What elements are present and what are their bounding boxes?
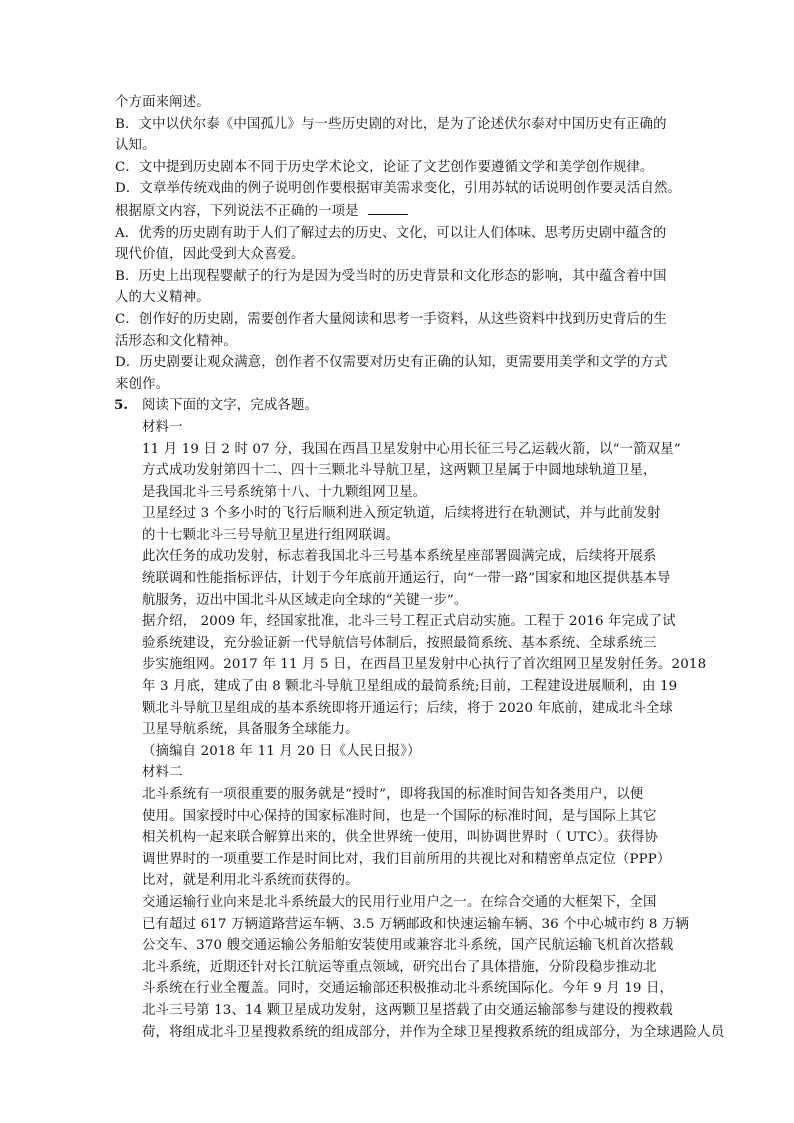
passage-line: 调世界时的一项重要工作是时间比对，我们目前所用的共视比对和精密单点定位（PPP） [142,851,671,867]
text-line: 人的大义精神。 [115,290,210,306]
passage-line: 颗北斗导航卫星组成的基本系统即将开通运行；后续，将于 2020 年底前，建成北斗全球 [142,700,673,716]
passage-line: 11 月 19 日 2 时 07 分，我国在西昌卫星发射中心用长征三号乙运载火箭，以“一箭双星” [142,441,681,457]
passage-line: 材料一 [142,419,183,435]
passage-line: 荷，将组成北斗卫星搜救系统的组成部分，并作为全球卫星搜救系统的组成部分，为全球遇险人员 [142,1024,725,1040]
question-number: 5. [114,397,128,414]
question-5-body [115,395,725,1043]
question-4-options [114,92,725,1043]
text-line: 来创作。 [115,376,170,392]
passage-line: 北斗三号第 13、14 颗卫星成功发射，这两颗卫星搭载了由交通运输部参与建设的搜救载 [142,1002,673,1018]
answer-blank [368,200,408,215]
passage-line: 比对，就是利用北斗系统而获得的。 [142,873,359,889]
passage-line: 年 3 月底，建成了由 8 颗北斗导航卫星组成的最简系统;目前，工程建设进展顺利，由 19 [142,679,678,695]
passage-line: 航服务，迈出中国北斗从区域走向全球的“关键一步”。 [142,592,468,608]
passage-line: 卫星导航系统，具备服务全球能力。 [142,722,359,738]
question-stem [115,200,685,223]
passage-line: 方式成功发射第四十二、四十三颗北斗导航卫星，这两颗卫星属于中圆地球轨道卫星， [142,463,657,479]
text-line: 个方面来阐述。 [115,95,210,110]
passage-line: 此次任务的成功发射，标志着我国北斗三号基本系统星座部署圆满完成，后续将开展系 [142,549,657,565]
text-line: 认知。 [115,138,156,154]
passage-line: 是我国北斗三号系统第十八、十九颗组网卫星。 [142,484,427,500]
passage-line: 相关机构一起来联合解算出来的，供全世界统一使用，叫协调世界时（ UTC）。获得协 [142,830,659,846]
text-line: 现代价值，因此受到大众喜爱。 [115,247,305,263]
passage-line: 使用。国家授时中心保持的国家标准时间，也是一个国际的标准时间，是与国际上其它 [142,808,657,824]
passage-line: 公交车、370 艘交通运输公务船舶安装使用或兼容北斗系统，国产民航运输飞机首次搭载 [142,938,674,954]
passage-line: （摘编自 2018 年 11 月 20 日《人民日报》） [142,743,421,759]
option-b: B．历史上出现程婴献子的行为是因为受当时的历史背景和文化形态的影响，其中蕴含着中国 [115,268,667,284]
option-c: C．文中提到历史剧本不同于历史学术论文，论证了文艺创作要遵循文学和美学创作规律。 [115,159,654,175]
option-a: A．优秀的历史剧有助于人们了解过去的历史、文化，可以让人们体味、思考历史剧中蕴含的 [115,225,667,241]
passage-line: 北斗系统有一项很重要的服务就是“授时”，即将我国的标准时间告知各类用户，以便 [142,787,644,802]
passage-line: 材料二 [142,765,183,781]
passage-line: 验系统建设，充分验证新一代导航信号体制后，按照最简系统、基本系统、全球系统三 [142,635,657,651]
option-c: C．创作好的历史剧，需要创作者大量阅读和思考一手资料，从这些资料中找到历史背后的生 [115,311,668,327]
passage-line: 阅读下面的文字，完成各题。 [142,398,319,414]
passage-line: 斗系统在行业全覆盖。同时，交通运输部还积极推动北斗系统国际化。今年 9 月 19 日， [142,981,674,997]
passage-line: 步实施组网。2017 年 11 月 5 日，在西昌卫星发射中心执行了首次组网卫星发射任务。2018 [142,657,707,673]
passage-line: 北斗系统，近期还针对长江航运等重点领域，研究出台了具体措施，分阶段稳步推动北 [142,959,657,975]
option-d: D．文章举传统戏曲的例子说明创作要根据审美需求变化，引用苏轼的话说明创作要灵活自然。 [115,181,682,197]
option-d: D．历史剧要让观众满意，创作者不仅需要对历史有正确的认知，更需要用美学和文学的方式 [115,355,668,371]
stem-text: 根据原文内容，下列说法不正确的一项是 [115,203,359,219]
passage-line: 交通运输行业向来是北斗系统最大的民用行业用户之一。在综合交通的大框架下，全国 [142,894,657,910]
passage-line: 据介绍， 2009 年，经国家批准，北斗三号工程正式启动实施。工程于 2016 年完成了试 [142,614,676,630]
question-5 [114,395,725,1043]
passage-line: 卫星经过 3 个多小时的飞行后顺利进入预定轨道，后续将进行在轨测试，并与此前发射 [142,506,661,522]
text-line: 活形态和文化精神。 [115,333,237,349]
passage-line: 的十七颗北斗三号导航卫星进行组网联调。 [142,527,400,543]
option-b: B．文中以伏尔泰《中国孤儿》与一些历史剧的对比，是为了论述伏尔泰对中国历史有正确的 [115,116,667,132]
passage-line: 统联调和性能指标评估，计划于今年底前开通运行，向“一带一路”国家和地区提供基本导 [142,571,671,587]
passage-line: 已有超过 617 万辆道路营运车辆、3.5 万辆邮政和快速运输车辆、36 个中心城市约 8 万辆 [142,916,690,932]
